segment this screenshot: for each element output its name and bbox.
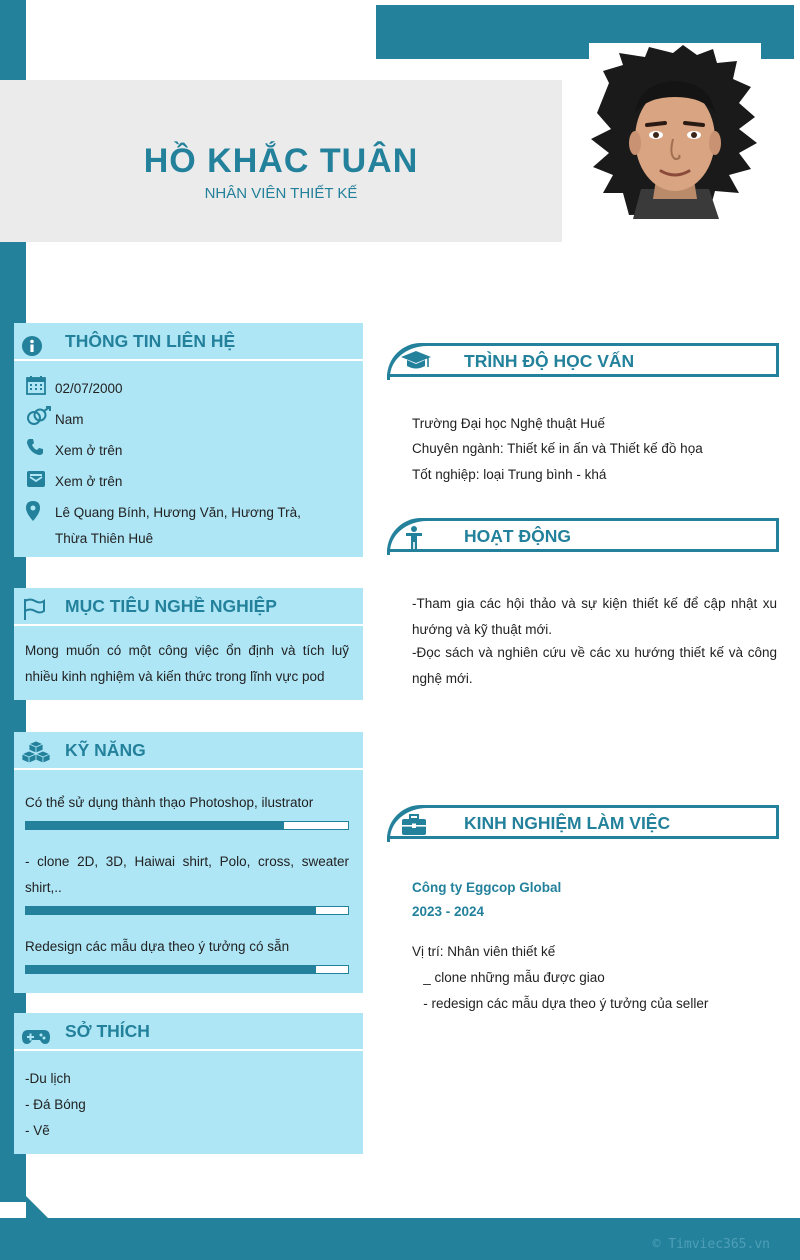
experience-duty-2: - redesign các mẫu dựa theo ý tưởng của seller: [412, 996, 709, 1011]
person-icon: [405, 526, 423, 555]
education-heading: TRÌNH ĐỘ HỌC VẤN: [464, 351, 635, 371]
name-header: [0, 80, 562, 242]
info-icon: [22, 336, 42, 361]
candidate-title: NHÂN VIÊN THIẾT KẾ: [204, 185, 358, 202]
candidate-name: HỒ KHẮC TUÂN: [143, 142, 419, 180]
contact-header: [14, 323, 363, 361]
graduation-cap-icon: [401, 350, 431, 377]
calendar-icon: [26, 375, 46, 398]
hobbies-body: [14, 1051, 363, 1154]
education-graduation: Tốt nghiệp: loại Trung bình - khá: [412, 467, 607, 482]
skill-3-bar: [25, 965, 349, 974]
hobbies-heading: SỞ THÍCH: [65, 1021, 150, 1041]
experience-position: Vị trí: Nhân viên thiết kế: [412, 944, 556, 959]
phone-icon: [26, 438, 44, 459]
decor-bar-left-top: [0, 0, 26, 80]
skills-heading: KỸ NĂNG: [65, 740, 146, 760]
hobby-3: - Vẽ: [25, 1123, 50, 1138]
skill-2-bar-fill: [26, 907, 316, 914]
skill-3-bar-fill: [26, 966, 316, 973]
gender-icon: [26, 406, 52, 429]
objective-body: [14, 626, 363, 700]
gamepad-icon: [22, 1029, 50, 1050]
skill-2-text: - clone 2D, 3D, Haiwai shirt, Polo, cross, sweater shirt,..: [25, 854, 349, 895]
decor-corner: [26, 1196, 48, 1218]
objective-heading: MỤC TIÊU NGHỀ NGHIỆP: [65, 596, 277, 616]
skill-1-text: Có thể sử dụng thành thạo Photoshop, ilustrator: [25, 795, 314, 810]
skills-body: [14, 770, 363, 993]
contact-address-line1: Lê Quang Bính, Hương Văn, Hương Trà,: [55, 505, 301, 520]
contact-phone: Xem ở trên: [55, 443, 123, 458]
portrait-illustration: [589, 43, 761, 219]
watermark: © Timviec365.vn: [652, 1237, 770, 1252]
portrait-photo: [589, 43, 761, 219]
education-header: [387, 343, 779, 377]
skill-3-text: Redesign các mẫu dựa theo ý tưởng có sẵn: [25, 939, 290, 954]
activities-heading: HOẠT ĐỘNG: [464, 526, 571, 546]
objective-text: Mong muốn có một công việc ổn định và tích luỹ nhiều kinh nghiệm và kiến thức trong lĩnh vực pod: [25, 643, 349, 684]
experience-heading: KINH NGHIỆM LÀM VIỆC: [464, 813, 671, 833]
cubes-icon: [22, 740, 50, 769]
activities-header: [387, 518, 779, 552]
hobby-1: -Du lịch: [25, 1071, 71, 1086]
briefcase-icon: [401, 814, 427, 841]
education-major: Chuyên ngành: Thiết kế in ấn và Thiết kế đồ họa: [412, 441, 703, 456]
contact-body: [14, 361, 363, 557]
skills-header: [14, 732, 363, 770]
skill-1-bar: [25, 821, 349, 830]
contact-heading: THÔNG TIN LIÊN HỆ: [65, 331, 236, 351]
location-icon: [26, 501, 40, 524]
experience-company: Công ty Eggcop Global: [412, 880, 562, 895]
activities-text-1: -Tham gia các hội thảo và sự kiện thiết kế để cập nhật xu hướng và kỹ thuật mới.: [412, 596, 777, 637]
experience-period: 2023 - 2024: [412, 904, 485, 919]
experience-header: [387, 805, 779, 839]
contact-birthday: 02/07/2000: [55, 381, 123, 396]
flag-icon: [22, 598, 46, 625]
skill-1-bar-fill: [26, 822, 284, 829]
hobbies-header: [14, 1013, 363, 1051]
objective-header: [14, 588, 363, 626]
contact-address-line2: Thừa Thiên Huê: [55, 531, 154, 546]
skill-2-bar: [25, 906, 349, 915]
activities-text-2: -Đọc sách và nghiên cứu về các xu hướng thiết kế và công nghệ mới.: [412, 645, 777, 686]
education-school: Trường Đại học Nghệ thuật Huế: [412, 416, 605, 431]
hobby-2: - Đá Bóng: [25, 1097, 86, 1112]
email-icon: [26, 470, 46, 491]
contact-gender: Nam: [55, 412, 84, 427]
experience-duty-1: _ clone những mẫu được giao: [412, 970, 605, 985]
contact-email: Xem ở trên: [55, 474, 123, 489]
